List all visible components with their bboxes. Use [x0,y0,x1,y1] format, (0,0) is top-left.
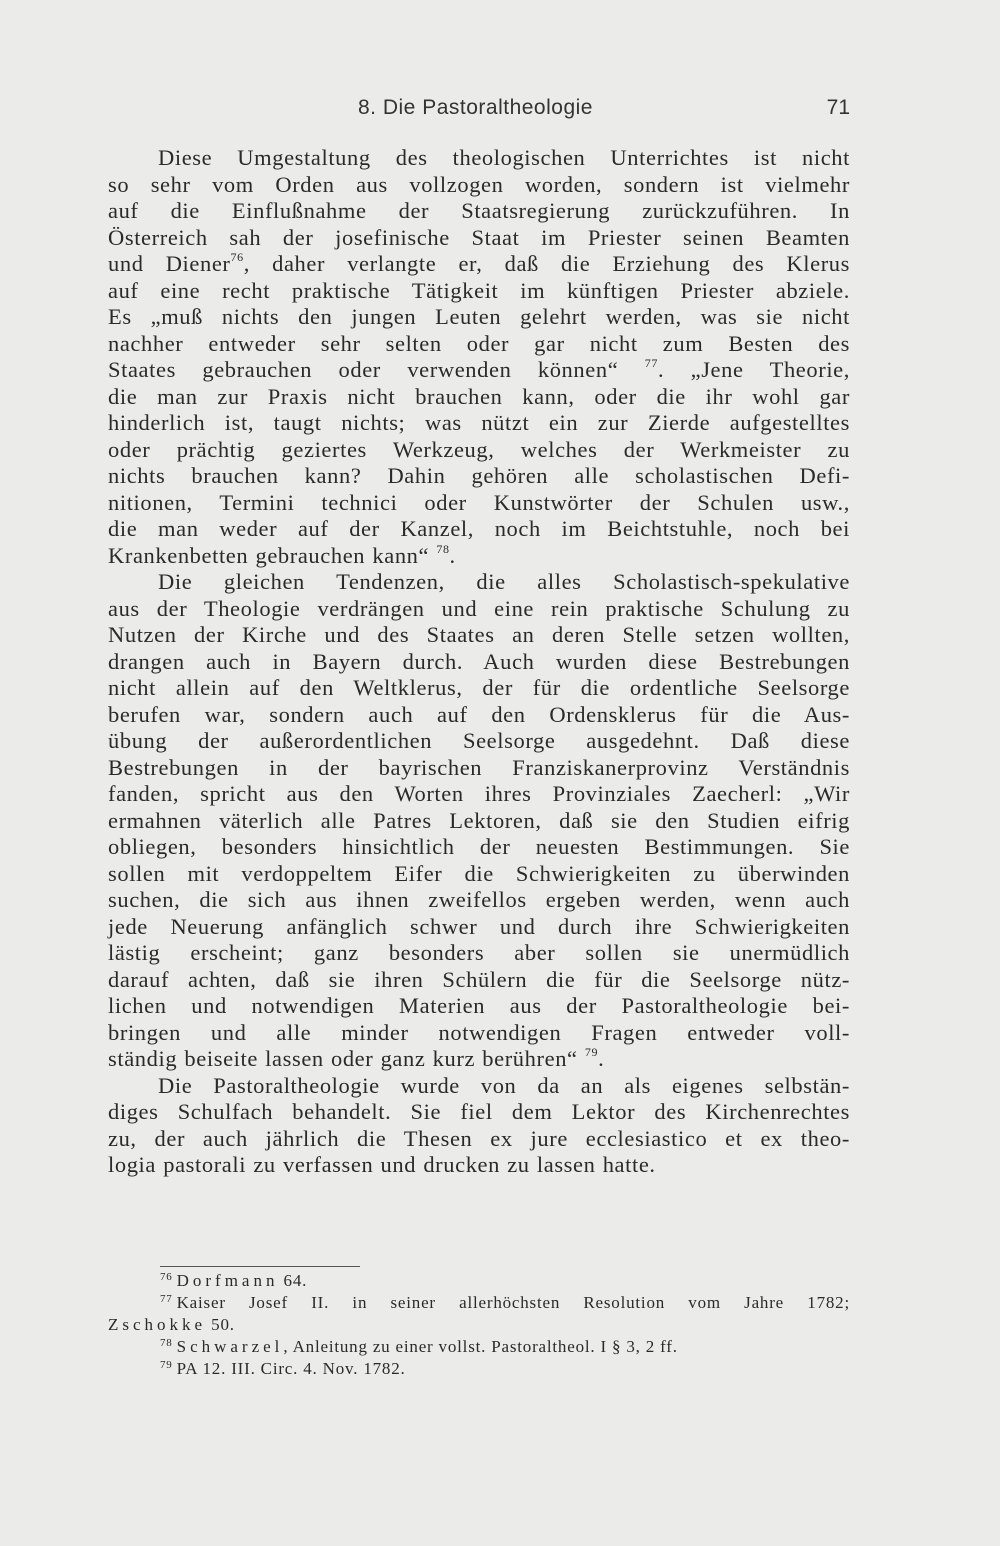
text-line: aus der Theologie verdrängen und eine rein praktische Schulung zu [108,595,850,621]
footnote-ref-76: 76 [230,250,244,264]
page-number: 71 [826,96,850,119]
text-line: Die gleichen Tendenzen, die alles Scholastisch-spekulative [158,569,850,594]
footnote-text: Kaiser Josef II. in seiner allerhöchsten Resolution vom Jahre 1782; [176,1293,850,1312]
text-line: fanden, spricht aus den Worten ihres Provinziales Zaecherl: „Wir [108,781,850,806]
footnote-78 [108,1336,850,1358]
footnote-77-continuation [108,1314,850,1336]
text-line: ermahnen väterlich alle Patres Lektoren, daß sie den Studien eifrig [108,807,850,833]
text-segment: ständig beiseite lassen oder ganz kurz berühren“ [108,1046,578,1071]
text-segment: und Diener [108,251,231,276]
text-segment: , daher verlangte er, daß die Erziehung des Klerus [243,251,850,276]
footnote-text: 64. [278,1271,308,1290]
footnote-author: Schwarzel [176,1337,284,1356]
text-line: obliegen, besonders hinsichtlich der neuesten Bestimmungen. Sie [108,834,850,859]
footnote-number: 79 [160,1359,173,1371]
footnote-author: Dorfmann [176,1271,279,1290]
text-line: drangen auch in Bayern durch. Auch wurden diese Bestrebungen [108,648,850,674]
text-line: die man zur Praxis nicht brauchen kann, oder die ihr wohl gar [108,383,850,409]
text-line: berufen war, sondern auch auf den Ordensklerus für die Aus- [108,701,850,727]
body-text [108,145,850,1179]
paragraph-2 [108,569,850,1073]
footnote-number: 78 [160,1337,173,1349]
text-line: die man weder auf der Kanzel, noch im Beichtstuhle, noch bei [108,516,850,541]
text-line: lichen und notwendigen Materien aus der Pastoraltheologie bei- [108,993,850,1018]
footnote-76 [108,1270,850,1292]
text-line: sollen mit verdoppeltem Eifer die Schwierigkeiten zu überwinden [108,860,850,886]
text-line: hinderlich ist, taugt nichts; was nützt ein zur Zierde aufgestelltes [108,410,850,435]
text-line: oder prächtig geziertes Werkzeug, welches der Werkmeister zu [108,436,850,462]
text-segment: . „Jene Theorie, [657,357,850,382]
paragraph-1 [108,145,850,569]
text-line [108,251,850,278]
text-line: Es „muß nichts den jungen Leuten gelehrt werden, was sie nicht [108,304,850,329]
footnote-text: , Anleitung zu einer vollst. Pastoraltheol. I § 3, 2 ff. [283,1337,678,1356]
text-line: suchen, die sich aus ihnen zweifellos ergeben werden, wenn auch [108,887,850,912]
footnote-number: 76 [160,1271,173,1283]
text-line: diges Schulfach behandelt. Sie fiel dem Lektor des Kirchenrechtes [108,1099,850,1124]
text-line: so sehr vom Orden aus vollzogen worden, sondern ist vielmehr [108,171,850,197]
text-line: auf die Einflußnahme der Staatsregierung zurückzuführen. In [108,198,850,223]
footnote-text: 50. [206,1315,235,1334]
text-line: Diese Umgestaltung des theologischen Unterrichtes ist nicht [158,145,850,170]
text-line: logia pastorali zu verfassen und drucken zu lassen hatte. [108,1152,656,1177]
text-line: darauf achten, daß sie ihren Schülern die für die Seelsorge nütz- [108,966,850,992]
text-line: Österreich sah der josefinische Staat im Priester seinen Beamten [108,224,850,250]
footnote-ref-79: 79 [584,1045,599,1059]
text-line: bringen und alle minder notwendigen Fragen entweder voll- [108,1019,850,1045]
text-line: auf eine recht praktische Tätigkeit im künftigen Priester abziele. [108,277,850,303]
footnote-text: PA 12. III. Circ. 4. Nov. 1782. [176,1359,406,1378]
running-title: 8. Die Pastoraltheologie [358,96,593,119]
page-header [108,96,850,126]
text-line: übung der außerordentlichen Seelsorge ausgedehnt. Daß diese [108,728,850,753]
text-segment: Krankenbetten gebrauchen kann“ [108,542,430,568]
text-line [108,543,850,570]
text-line: nichts brauchen kann? Dahin gehören alle scholastischen Defi- [108,463,850,488]
footnote-number: 77 [160,1293,173,1305]
footnote-separator [160,1266,360,1267]
text-line: lästig erscheint; ganz besonders aber sollen sie unermüdlich [108,940,850,965]
text-segment: . [598,1046,605,1071]
footnotes [108,1270,850,1380]
text-line: nachher entweder sehr selten oder gar nicht zum Besten des [108,330,850,356]
text-line: jede Neuerung anfänglich schwer und durch ihre Schwierigkeiten [108,913,850,939]
text-segment: . [449,542,456,568]
text-line: Die Pastoraltheologie wurde von da an als eigenes selbstän- [158,1072,850,1098]
text-segment: Staates gebrauchen oder verwenden können“ [108,357,619,382]
text-line: nicht allein auf den Weltklerus, der für die ordentliche Seelsorge [108,675,850,700]
text-line [108,357,850,384]
footnote-79 [108,1358,850,1380]
text-line: nitionen, Termini technici oder Kunstwörter der Schulen usw., [108,489,850,515]
text-line: Nutzen der Kirche und des Staates an deren Stelle setzen wollten, [108,622,850,647]
footnote-author: Zschokke [108,1315,207,1334]
footnote-77 [108,1292,850,1314]
footnote-ref-77: 77 [644,356,658,370]
text-line [108,1046,850,1073]
text-line: Bestrebungen in der bayrischen Franziskanerprovinz Verständnis [108,754,850,780]
text-line: zu, der auch jährlich die Thesen ex jure ecclesiastico et ex theo- [108,1125,850,1151]
footnote-ref-78: 78 [436,541,450,556]
paragraph-3 [108,1073,850,1179]
